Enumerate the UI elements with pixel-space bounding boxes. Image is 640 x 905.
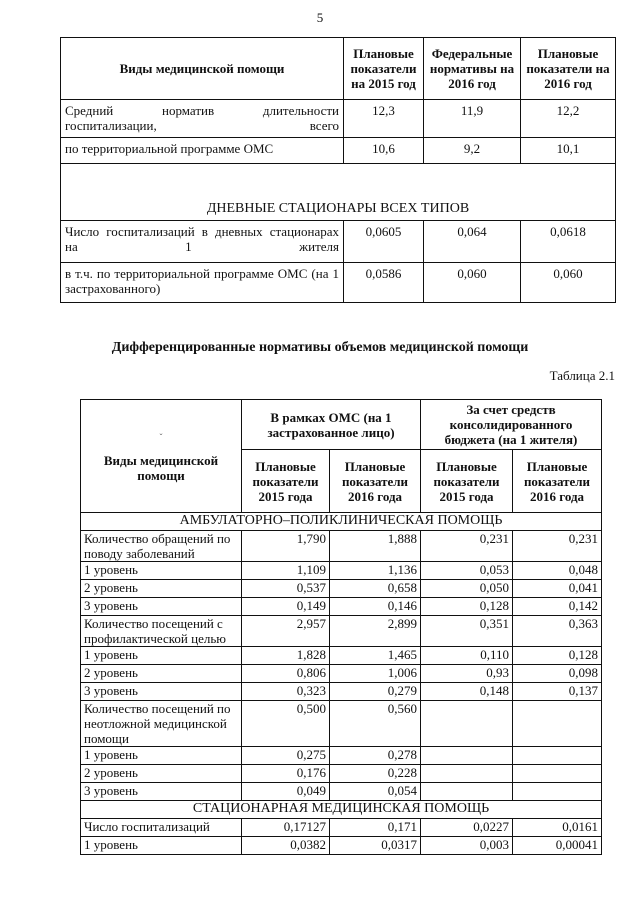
page-number: 5 [316,10,324,25]
section-row [61,164,616,221]
cell-value: 0,658 [330,580,421,598]
cell-value: 0,363 [513,616,602,647]
cell-value: 0,560 [330,701,421,747]
cell-value: 0,93 [421,665,513,683]
check-mark-icon: ˇ [159,431,163,442]
cell-value: 0,098 [513,665,602,683]
table-row [81,665,602,683]
cell-value: 0,275 [242,747,330,765]
cell-value [513,765,602,783]
t1-header-care-type: Виды медицинской помощи [61,38,344,100]
cell-value: 0,231 [513,531,602,562]
cell-value: 0,064 [424,221,521,263]
cell-value: 0,050 [421,580,513,598]
table-row [81,598,602,616]
cell-value: 2,957 [242,616,330,647]
table-row [81,837,602,855]
row-label: 2 уровень [81,765,242,783]
table-row [81,765,602,783]
cell-value: 0,171 [330,819,421,837]
cell-value: 1,109 [242,562,330,580]
cell-value: 0,00041 [513,837,602,855]
cell-value: 9,2 [424,138,521,164]
section-title-outpatient: АМБУЛАТОРНО–ПОЛИКЛИНИЧЕСКАЯ ПОМОЩЬ [81,513,602,531]
row-label: 3 уровень [81,683,242,701]
cell-value: 0,110 [421,647,513,665]
cell-value: 10,6 [344,138,424,164]
table-row [81,647,602,665]
cell-value: 0,0605 [344,221,424,263]
cell-value: 1,790 [242,531,330,562]
cell-value: 0,137 [513,683,602,701]
row-label: Средний норматив длительности госпитализации, всего [61,100,344,138]
table1-header-row [61,38,616,100]
cell-value: 0,149 [242,598,330,616]
cell-value: 0,176 [242,765,330,783]
cell-value: 0,0618 [521,221,616,263]
t1-header-plan-2016: Плановые показатели на 2016 год [521,38,616,100]
cell-value: 0,053 [421,562,513,580]
t2-header-oms-plan-2015: Плановые показатели 2015 года [242,450,330,513]
cell-value [513,747,602,765]
cell-value: 11,9 [424,100,521,138]
hospitalization-norms-table [60,37,616,303]
cell-value: 1,006 [330,665,421,683]
t2-header-budget-plan-2016: Плановые показатели 2016 года [513,450,602,513]
table-row [81,783,602,801]
cell-value [421,765,513,783]
cell-value: 12,3 [344,100,424,138]
cell-value [421,783,513,801]
t2-header-oms-group: В рамках ОМС (на 1 застрахованное лицо) [242,400,421,450]
cell-value: 0,537 [242,580,330,598]
cell-value: 0,351 [421,616,513,647]
table-row [81,580,602,598]
cell-value: 0,278 [330,747,421,765]
cell-value: 0,128 [421,598,513,616]
cell-value: 0,323 [242,683,330,701]
cell-value: 1,888 [330,531,421,562]
section-heading: Дифференцированные нормативы объемов медицинской помощи [111,340,529,355]
row-label: в т.ч. по территориальной программе ОМС (на 1 застрахованного) [61,263,344,303]
row-label: 3 уровень [81,598,242,616]
row-label: 1 уровень [81,837,242,855]
cell-value [421,701,513,747]
row-label: Число госпитализаций [81,819,242,837]
table-row [81,562,602,580]
row-label: 2 уровень [81,580,242,598]
cell-value: 0,060 [521,263,616,303]
table-row [81,616,602,647]
row-label: по территориальной программе ОМС [61,138,344,164]
row-label: Число госпитализаций в дневных стационарах на 1 жителя [61,221,344,263]
cell-value: 0,142 [513,598,602,616]
section-row [81,513,602,531]
table-row [61,100,616,138]
cell-value: 12,2 [521,100,616,138]
cell-value: 0,0317 [330,837,421,855]
row-label: 3 уровень [81,783,242,801]
table-row [81,701,602,747]
cell-value: 0,17127 [242,819,330,837]
cell-value [513,783,602,801]
cell-value: 0,049 [242,783,330,801]
section-title-day-hospitals: ДНЕВНЫЕ СТАЦИОНАРЫ ВСЕХ ТИПОВ [61,164,616,221]
cell-value: 1,465 [330,647,421,665]
cell-value: 0,0586 [344,263,424,303]
section-title-inpatient: СТАЦИОНАРНАЯ МЕДИЦИНСКАЯ ПОМОЩЬ [81,801,602,819]
row-label: 1 уровень [81,747,242,765]
cell-value: 10,1 [521,138,616,164]
cell-value: 0,060 [424,263,521,303]
t2-header-care-type [81,400,242,513]
table-row [81,747,602,765]
table-caption: Таблица 2.1 [549,368,615,383]
cell-value: 0,0161 [513,819,602,837]
t2-header-budget-group: За счет средств консолидированного бюджета (на 1 жителя) [421,400,602,450]
t1-header-plan-2015: Плановые показатели на 2015 год [344,38,424,100]
cell-value: 0,054 [330,783,421,801]
cell-value: 0,148 [421,683,513,701]
row-label: Количество посещений с профилактической целью [81,616,242,647]
row-label: 1 уровень [81,647,242,665]
t1-header-fed-2016: Федеральные нормативы на 2016 год [424,38,521,100]
cell-value: 0,0227 [421,819,513,837]
cell-value: 1,828 [242,647,330,665]
cell-value: 0,228 [330,765,421,783]
row-label: Количество посещений по неотложной медицинской помощи [81,701,242,747]
cell-value: 0,048 [513,562,602,580]
cell-value: 0,279 [330,683,421,701]
cell-value: 0,003 [421,837,513,855]
cell-value: 1,136 [330,562,421,580]
table-row [81,531,602,562]
cell-value: 0,041 [513,580,602,598]
t2-header-care-type-label: Виды медицинской помощи [103,452,219,483]
t2-header-oms-plan-2016: Плановые показатели 2016 года [330,450,421,513]
row-label: Количество обращений по поводу заболеваний [81,531,242,562]
section-row [81,801,602,819]
cell-value: 0,128 [513,647,602,665]
table-row [81,819,602,837]
table-row [61,263,616,303]
cell-value [513,701,602,747]
cell-value [421,747,513,765]
table-row [81,683,602,701]
cell-value: 0,231 [421,531,513,562]
cell-value: 2,899 [330,616,421,647]
table-row [61,221,616,263]
cell-value: 0,500 [242,701,330,747]
differentiated-norms-table [80,399,602,855]
cell-value: 0,0382 [242,837,330,855]
table-row [61,138,616,164]
table2-header-row [81,400,602,450]
row-label: 2 уровень [81,665,242,683]
cell-value: 0,806 [242,665,330,683]
t2-header-budget-plan-2015: Плановые показатели 2015 года [421,450,513,513]
cell-value: 0,146 [330,598,421,616]
row-label: 1 уровень [81,562,242,580]
